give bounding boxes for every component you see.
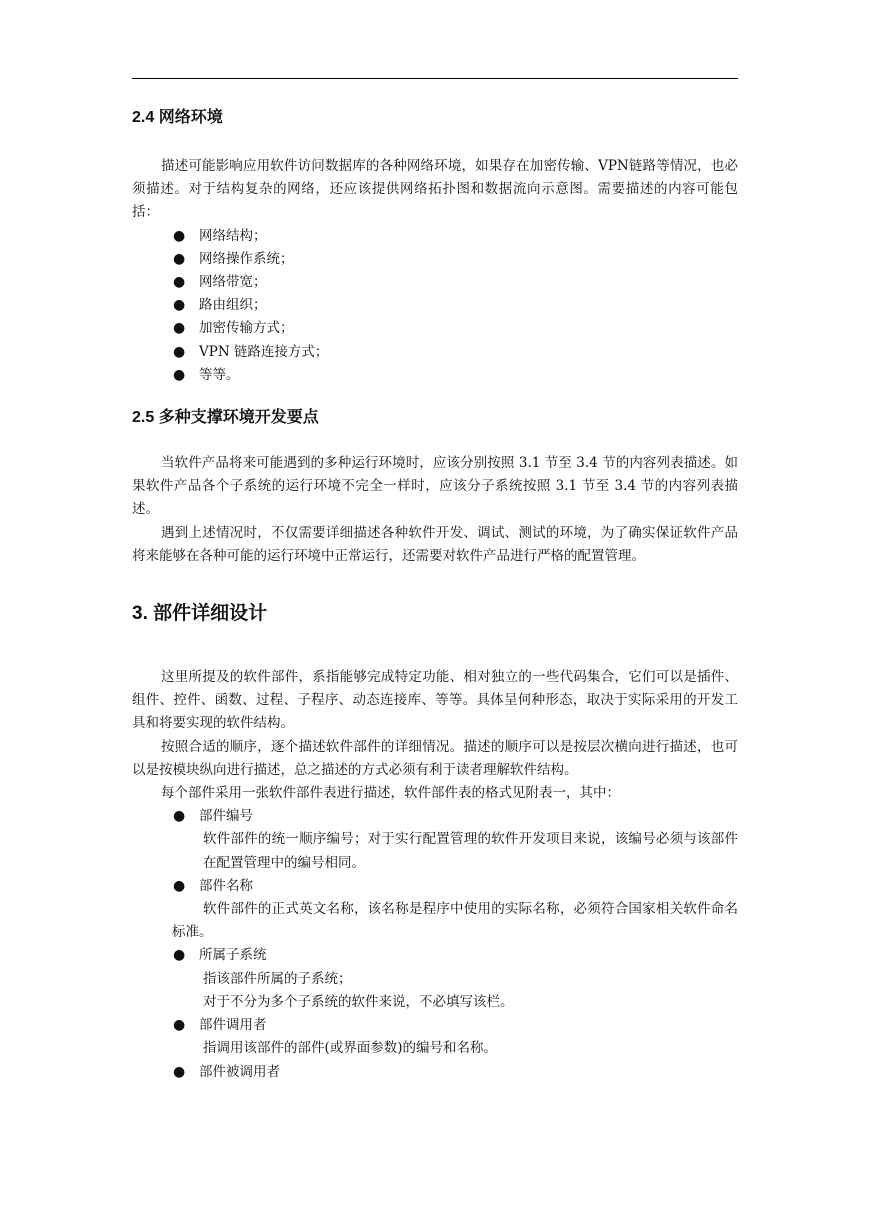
bullet-icon: ● (173, 227, 186, 244)
list-item: ● 网络结构； (132, 225, 738, 248)
list-item: ● 部件编号 (132, 805, 738, 828)
paragraph: 当软件产品将来可能遇到的多种运行环境时，应该分别按照 3.1 节至 3.4 节的内容列表描述。如果软件产品各个子系统的运行环境不完全一样时，应该分子系统按照 3.1 节至 3.4 节的内容列表描述。 (132, 455, 738, 518)
list-item: ● 网络操作系统； (132, 248, 738, 271)
bullet-icon: ● (173, 343, 186, 360)
field-description: 指调用该部件的部件(或界面参数)的编号和名称。 (203, 1040, 498, 1057)
section-heading-2-4: 2.4 网络环境 (132, 109, 223, 126)
bullet-icon: ● (173, 1063, 186, 1080)
list-item: ● 加密传输方式； (132, 317, 738, 340)
paragraph: 遇到上述情况时，不仅需要详细描述各种软件开发、调试、测试的环境，为了确实保证软件产品将来能够在各种可能的运行环境中正常运行，还需要对软件产品进行严格的配置管理。 (132, 524, 738, 564)
list-item: ● 等等。 (132, 364, 738, 387)
section-heading-2-5: 2.5 多种支撑环境开发要点 (132, 409, 319, 427)
bullet-list-network (132, 225, 738, 387)
bullet-list-fields (132, 805, 738, 1083)
field-description: 指该部件所属的子系统； (203, 970, 352, 987)
page-content (132, 108, 738, 1084)
list-item: ● 部件名称 (132, 875, 738, 898)
paragraph: 描述可能影响应用软件访问数据库的各种网络环境，如果存在加密传输、VPN链路等情况，也必须描述。对于结构复杂的网络，还应该提供网络拓扑图和数据流向示意图。需要描述的内容可能包括： (132, 158, 738, 221)
paragraph: 每个部件采用一张软件部件表进行描述，软件部件表的格式见附表一，其中： (161, 785, 620, 802)
bullet-icon: ● (173, 1017, 186, 1034)
list-item: ● 部件被调用者 (132, 1061, 738, 1084)
field-description: 软件部件的正式英文名称，该名称是程序中使用的实际名称，必须符合国家相关软件命名标准。 (172, 901, 738, 941)
list-item: ● 所属子系统 (132, 944, 738, 967)
list-item: ● VPN 链路连接方式； (132, 341, 738, 364)
list-item: ● 网络带宽； (132, 271, 738, 294)
bullet-icon: ● (173, 947, 186, 964)
paragraph: 这里所提及的软件部件，系指能够完成特定功能、相对独立的一些代码集合，它们可以是插件、组件、控件、函数、过程、子程序、动态连接库、等等。具体呈何种形态，取决于实际采用的开发工具和将要实现的软件结构。 (132, 669, 738, 732)
bullet-icon: ● (173, 320, 186, 337)
bullet-icon: ● (173, 274, 186, 291)
list-item: ● 路由组织； (132, 294, 738, 317)
header-rule (132, 78, 738, 79)
bullet-icon: ● (173, 250, 186, 267)
bullet-icon: ● (173, 366, 186, 383)
list-item: ● 部件调用者 (132, 1014, 738, 1037)
field-description: 对于不分为多个子系统的软件来说，不必填写该栏。 (203, 993, 514, 1010)
bullet-icon: ● (173, 297, 186, 314)
paragraph: 按照合适的顺序，逐个描述软件部件的详细情况。描述的顺序可以是按层次横向进行描述，也可以是按模块纵向进行描述，总之描述的方式必须有利于读者理解软件结构。 (132, 738, 738, 778)
bullet-icon: ● (173, 808, 186, 825)
document-page (132, 0, 738, 1228)
bullet-icon: ● (173, 877, 186, 894)
field-description: 软件部件的统一顺序编号；对于实行配置管理的软件开发项目来说，该编号必须与该部件在配置管理中的编号相同。 (203, 831, 738, 871)
chapter-heading-3: 3. 部件详细设计 (132, 603, 268, 625)
